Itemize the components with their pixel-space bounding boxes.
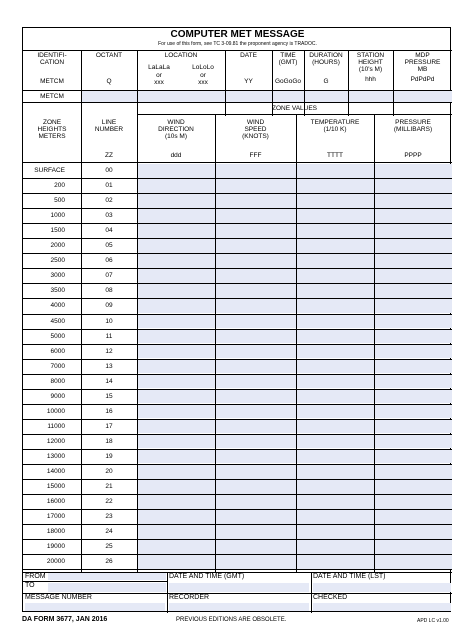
recorder-label: RECORDER bbox=[169, 594, 210, 601]
zone-value-input[interactable] bbox=[138, 209, 215, 223]
zone-values-label: ZONE VALUES bbox=[271, 105, 318, 112]
lat-or: or bbox=[156, 72, 162, 79]
zone-value-input[interactable] bbox=[216, 375, 296, 389]
zone-value-input[interactable] bbox=[138, 254, 215, 268]
zone-value-input[interactable] bbox=[375, 540, 452, 554]
zone-value-input[interactable] bbox=[216, 555, 296, 569]
zone-value-input[interactable] bbox=[297, 224, 374, 238]
zone-value-input[interactable] bbox=[138, 330, 215, 344]
zone-value-input[interactable] bbox=[297, 390, 374, 404]
zone-height-cell: 3500 bbox=[50, 287, 65, 295]
zone-value-input[interactable] bbox=[216, 540, 296, 554]
zone-height-cell: 11000 bbox=[47, 422, 65, 430]
zone-value-input[interactable] bbox=[216, 164, 296, 178]
to-label: TO bbox=[25, 582, 35, 589]
zone-value-input[interactable] bbox=[138, 299, 215, 313]
zone-value-input[interactable] bbox=[297, 360, 374, 374]
zone-value-input[interactable] bbox=[138, 555, 215, 569]
zone-value-input[interactable] bbox=[216, 390, 296, 404]
zone-value-input[interactable] bbox=[297, 164, 374, 178]
line-number-cell: 11 bbox=[105, 332, 113, 340]
line-number-cell: 22 bbox=[105, 498, 113, 506]
line-number-cell: 24 bbox=[105, 528, 113, 536]
date-time-lst-label: DATE AND TIME (LST) bbox=[313, 573, 386, 580]
duration-code: G bbox=[323, 78, 329, 85]
zone-value-input[interactable] bbox=[216, 495, 296, 509]
line-number-cell: 04 bbox=[105, 227, 113, 235]
line-number-cell: 03 bbox=[105, 212, 113, 220]
zone-value-input[interactable] bbox=[216, 179, 296, 193]
zone-value-input[interactable] bbox=[297, 510, 374, 524]
lat-code: LaLaLa bbox=[148, 64, 170, 71]
zone-value-input[interactable] bbox=[138, 450, 215, 464]
zone-value-input[interactable] bbox=[297, 525, 374, 539]
zone-value-input[interactable] bbox=[375, 495, 452, 509]
zone-value-input[interactable] bbox=[138, 315, 215, 329]
table-row-rule bbox=[23, 569, 452, 570]
lon-code: LoLoLo bbox=[192, 64, 214, 71]
zone-value-input[interactable] bbox=[375, 164, 452, 178]
mdp-pressure-label: MDP PRESSURE MB bbox=[404, 52, 441, 73]
zone-value-input[interactable] bbox=[297, 179, 374, 193]
zone-value-input[interactable] bbox=[138, 239, 215, 253]
zone-height-cell: 13000 bbox=[46, 452, 65, 460]
zone-value-input[interactable] bbox=[297, 480, 374, 494]
lon-or: or bbox=[200, 72, 206, 79]
header-entry-field[interactable] bbox=[82, 91, 137, 102]
line-number-cell: 07 bbox=[105, 272, 113, 280]
zone-height-cell: 4000 bbox=[50, 302, 65, 310]
header-entry-field[interactable] bbox=[305, 91, 348, 102]
zone-value-input[interactable] bbox=[297, 254, 374, 268]
metcm-row-rule bbox=[23, 102, 452, 103]
recorder-field[interactable] bbox=[169, 603, 309, 611]
zone-value-input[interactable] bbox=[375, 330, 452, 344]
form-id: DA FORM 3677, JAN 2016 bbox=[22, 616, 108, 623]
duration-label: DURATION (HOURS) bbox=[309, 52, 343, 66]
line-number-label: LINE NUMBER bbox=[94, 119, 124, 133]
zone-height-cell: 8000 bbox=[50, 377, 65, 385]
zone-value-input[interactable] bbox=[375, 209, 452, 223]
station-height-label: STATION HEIGHT (10's M) bbox=[356, 52, 385, 73]
line-number-cell: 19 bbox=[105, 452, 113, 460]
line-number-cell: 14 bbox=[105, 377, 113, 385]
zone-value-input[interactable] bbox=[138, 164, 215, 178]
zone-height-cell: 10000 bbox=[46, 407, 65, 415]
zone-value-input[interactable] bbox=[216, 360, 296, 374]
line-number-cell: 01 bbox=[105, 182, 113, 190]
wind-speed-code: FFF bbox=[249, 152, 262, 159]
zone-value-input[interactable] bbox=[375, 420, 452, 434]
zone-value-input[interactable] bbox=[297, 375, 374, 389]
line-number-cell: 05 bbox=[105, 242, 113, 250]
date-time-lst-field[interactable] bbox=[313, 583, 451, 592]
zone-value-input[interactable] bbox=[297, 405, 374, 419]
time-code: GoGoGo bbox=[274, 78, 301, 85]
zone-value-input[interactable] bbox=[216, 330, 296, 344]
zone-value-input[interactable] bbox=[138, 194, 215, 208]
zone-value-input[interactable] bbox=[297, 269, 374, 283]
date-time-gmt-field[interactable] bbox=[169, 583, 309, 592]
column-header-rule bbox=[23, 162, 452, 163]
line-number-cell: 23 bbox=[105, 513, 113, 521]
line-number-cell: 17 bbox=[105, 422, 113, 430]
zone-value-input[interactable] bbox=[375, 179, 452, 193]
zone-value-input[interactable] bbox=[216, 224, 296, 238]
zone-value-input[interactable] bbox=[216, 315, 296, 329]
line-number-cell: 06 bbox=[105, 257, 113, 265]
line-number-cell: 13 bbox=[105, 362, 113, 370]
zone-height-cell: SURFACE bbox=[34, 167, 65, 174]
zone-value-input[interactable] bbox=[375, 375, 452, 389]
zone-value-input[interactable] bbox=[216, 299, 296, 313]
line-number-cell: 00 bbox=[105, 167, 113, 174]
zone-height-cell: 1500 bbox=[50, 227, 65, 235]
zone-value-input[interactable] bbox=[375, 525, 452, 539]
pressure-code: PdPdPd bbox=[410, 76, 435, 83]
line-number-cell: 15 bbox=[105, 392, 113, 400]
header-entry-field[interactable] bbox=[273, 91, 304, 102]
message-number-label: MESSAGE NUMBER bbox=[25, 594, 92, 601]
header-entry-field[interactable] bbox=[349, 91, 393, 102]
zone-value-input[interactable] bbox=[216, 450, 296, 464]
zone-value-input[interactable] bbox=[216, 510, 296, 524]
zone-value-input[interactable] bbox=[216, 209, 296, 223]
zone-value-input[interactable] bbox=[138, 435, 215, 449]
zone-value-input[interactable] bbox=[297, 450, 374, 464]
zone-value-input[interactable] bbox=[375, 239, 452, 253]
zone-value-input[interactable] bbox=[138, 179, 215, 193]
zone-value-input[interactable] bbox=[216, 405, 296, 419]
zone-value-input[interactable] bbox=[138, 465, 215, 479]
zone-value-input[interactable] bbox=[375, 435, 452, 449]
from-label: FROM bbox=[25, 573, 46, 580]
zone-value-input[interactable] bbox=[138, 525, 215, 539]
date-label: DATE bbox=[240, 52, 257, 59]
zone-heights-label: ZONE HEIGHTS METERS bbox=[37, 119, 67, 140]
header-entry-field[interactable] bbox=[138, 91, 225, 102]
zone-value-input[interactable] bbox=[138, 390, 215, 404]
zone-value-input[interactable] bbox=[216, 525, 296, 539]
zone-value-input[interactable] bbox=[297, 330, 374, 344]
zone-value-input[interactable] bbox=[297, 420, 374, 434]
zone-value-input[interactable] bbox=[297, 540, 374, 554]
zone-value-input[interactable] bbox=[375, 224, 452, 238]
line-number-cell: 18 bbox=[105, 437, 113, 445]
octant-code: Q bbox=[106, 78, 112, 85]
zone-value-input[interactable] bbox=[216, 284, 296, 298]
zone-height-cell: 9000 bbox=[50, 392, 65, 400]
zone-value-input[interactable] bbox=[297, 495, 374, 509]
zone-value-input[interactable] bbox=[138, 540, 215, 554]
zone-value-input[interactable] bbox=[138, 480, 215, 494]
zone-value-input[interactable] bbox=[297, 299, 374, 313]
form-subtitle: For use of this form, see TC 3-09.81 the proponent agency is TRADOC. bbox=[158, 41, 317, 47]
zone-value-input[interactable] bbox=[297, 555, 374, 569]
zone-value-input[interactable] bbox=[375, 480, 452, 494]
wind-direction-code: ddd bbox=[170, 152, 182, 159]
zone-value-input[interactable] bbox=[138, 405, 215, 419]
line-number-cell: 20 bbox=[105, 468, 113, 475]
zone-value-input[interactable] bbox=[375, 254, 452, 268]
zone-height-cell: 200 bbox=[54, 182, 65, 190]
zone-value-input[interactable] bbox=[216, 480, 296, 494]
checked-label: CHECKED bbox=[313, 594, 348, 601]
zone-value-input[interactable] bbox=[297, 315, 374, 329]
pressure-label: PRESSURE (MILLIBARS) bbox=[393, 119, 433, 133]
location-label: LOCATION bbox=[164, 52, 198, 59]
zone-value-input[interactable] bbox=[138, 284, 215, 298]
zone-value-input[interactable] bbox=[138, 495, 215, 509]
zone-height-cell: 2000 bbox=[50, 242, 65, 250]
zone-value-input[interactable] bbox=[297, 209, 374, 223]
zone-value-input[interactable] bbox=[375, 315, 452, 329]
zone-height-cell: 500 bbox=[54, 197, 65, 205]
zone-height-cell: 17000 bbox=[46, 513, 65, 521]
zone-value-input[interactable] bbox=[216, 345, 296, 359]
zone-value-input[interactable] bbox=[297, 465, 374, 479]
zone-value-input[interactable] bbox=[375, 405, 452, 419]
zone-height-cell: 2500 bbox=[50, 257, 65, 265]
line-number-cell: 25 bbox=[105, 543, 113, 551]
line-number-cell: 02 bbox=[105, 197, 113, 205]
zone-value-input[interactable] bbox=[216, 465, 296, 479]
temperature-label: TEMPERATURE (1/10 K) bbox=[310, 119, 360, 133]
zone-value-input[interactable] bbox=[375, 269, 452, 283]
zone-value-input[interactable] bbox=[216, 435, 296, 449]
zone-value-input[interactable] bbox=[375, 299, 452, 313]
identification-label: IDENTIFI- CATION bbox=[37, 52, 67, 66]
lat-xxx: xxx bbox=[154, 79, 164, 86]
zone-value-input[interactable] bbox=[375, 555, 452, 569]
zone-value-input[interactable] bbox=[138, 360, 215, 374]
zone-value-input[interactable] bbox=[138, 420, 215, 434]
zone-value-input[interactable] bbox=[138, 510, 215, 524]
zone-value-input[interactable] bbox=[138, 345, 215, 359]
form-title: COMPUTER MET MESSAGE bbox=[170, 29, 305, 40]
zone-height-cell: 18000 bbox=[46, 528, 65, 536]
date-code: YY bbox=[244, 78, 253, 85]
zone-value-input[interactable] bbox=[216, 420, 296, 434]
line-number-cell: 08 bbox=[105, 287, 113, 295]
zone-height-cell: 14000 bbox=[46, 468, 65, 475]
zone-value-input[interactable] bbox=[138, 224, 215, 238]
zone-value-input[interactable] bbox=[375, 194, 452, 208]
zone-value-input[interactable] bbox=[216, 239, 296, 253]
zone-height-cell: 12000 bbox=[46, 437, 65, 445]
message-number-field[interactable] bbox=[25, 603, 165, 611]
zone-values-rule bbox=[137, 114, 452, 115]
version-label: APD LC v1.00 bbox=[417, 618, 449, 624]
zone-value-input[interactable] bbox=[216, 269, 296, 283]
line-number-cell: 09 bbox=[105, 302, 113, 310]
zone-value-input[interactable] bbox=[297, 194, 374, 208]
zone-value-input[interactable] bbox=[375, 345, 452, 359]
zone-height-cell: 5000 bbox=[50, 332, 65, 340]
metcm-row-label: METCM bbox=[40, 93, 64, 100]
line-code: ZZ bbox=[105, 152, 113, 159]
zone-height-cell: 16000 bbox=[46, 498, 65, 506]
zone-height-cell: 20000 bbox=[46, 558, 65, 566]
zone-value-input[interactable] bbox=[297, 239, 374, 253]
zone-value-input[interactable] bbox=[375, 450, 452, 464]
zone-value-input[interactable] bbox=[375, 360, 452, 374]
octant-label: OCTANT bbox=[95, 52, 123, 59]
line-number-cell: 26 bbox=[105, 558, 113, 566]
to-field[interactable] bbox=[48, 583, 166, 592]
zone-height-cell: 1000 bbox=[50, 212, 65, 220]
zone-height-cell: 7000 bbox=[50, 362, 65, 370]
zone-value-input[interactable] bbox=[297, 284, 374, 298]
height-code: hhh bbox=[365, 76, 376, 83]
zone-height-cell: 19000 bbox=[46, 543, 65, 551]
header-entry-field[interactable] bbox=[394, 91, 452, 102]
line-number-cell: 10 bbox=[105, 317, 113, 325]
zone-value-input[interactable] bbox=[138, 269, 215, 283]
line-number-cell: 21 bbox=[105, 483, 113, 491]
zone-value-input[interactable] bbox=[216, 194, 296, 208]
zone-value-input[interactable] bbox=[297, 435, 374, 449]
line-number-cell: 16 bbox=[105, 407, 113, 415]
zone-height-cell: 6000 bbox=[50, 347, 65, 355]
wind-speed-label: WIND SPEED (KNOTS) bbox=[242, 119, 269, 140]
metcm-code: METCM bbox=[40, 78, 64, 85]
temperature-code: TTTT bbox=[327, 152, 343, 159]
pressure-code: PPPP bbox=[404, 152, 422, 159]
header-entry-field[interactable] bbox=[226, 91, 272, 102]
zone-value-input[interactable] bbox=[375, 284, 452, 298]
zone-value-input[interactable] bbox=[375, 390, 452, 404]
wind-direction-label: WIND DIRECTION (10s M) bbox=[158, 119, 194, 140]
checked-field[interactable] bbox=[313, 603, 451, 611]
date-time-gmt-label: DATE AND TIME (GMT) bbox=[169, 573, 245, 580]
line-number-cell: 12 bbox=[105, 347, 113, 355]
zone-value-input[interactable] bbox=[216, 254, 296, 268]
zone-height-cell: 4500 bbox=[50, 317, 65, 325]
from-field[interactable] bbox=[48, 573, 166, 580]
time-label: TIME (GMT) bbox=[278, 52, 298, 66]
zone-value-input[interactable] bbox=[375, 465, 452, 479]
obsolete-notice: PREVIOUS EDITIONS ARE OBSOLETE. bbox=[176, 617, 287, 623]
from-to-rule bbox=[23, 581, 167, 582]
zone-height-cell: 3000 bbox=[50, 272, 65, 280]
zone-value-input[interactable] bbox=[297, 345, 374, 359]
met-message-form bbox=[22, 27, 451, 612]
lon-xxx: xxx bbox=[198, 79, 208, 86]
title-rule bbox=[23, 50, 452, 51]
zone-value-input[interactable] bbox=[138, 375, 215, 389]
zone-height-cell: 15000 bbox=[46, 483, 65, 491]
zone-value-input[interactable] bbox=[375, 510, 452, 524]
